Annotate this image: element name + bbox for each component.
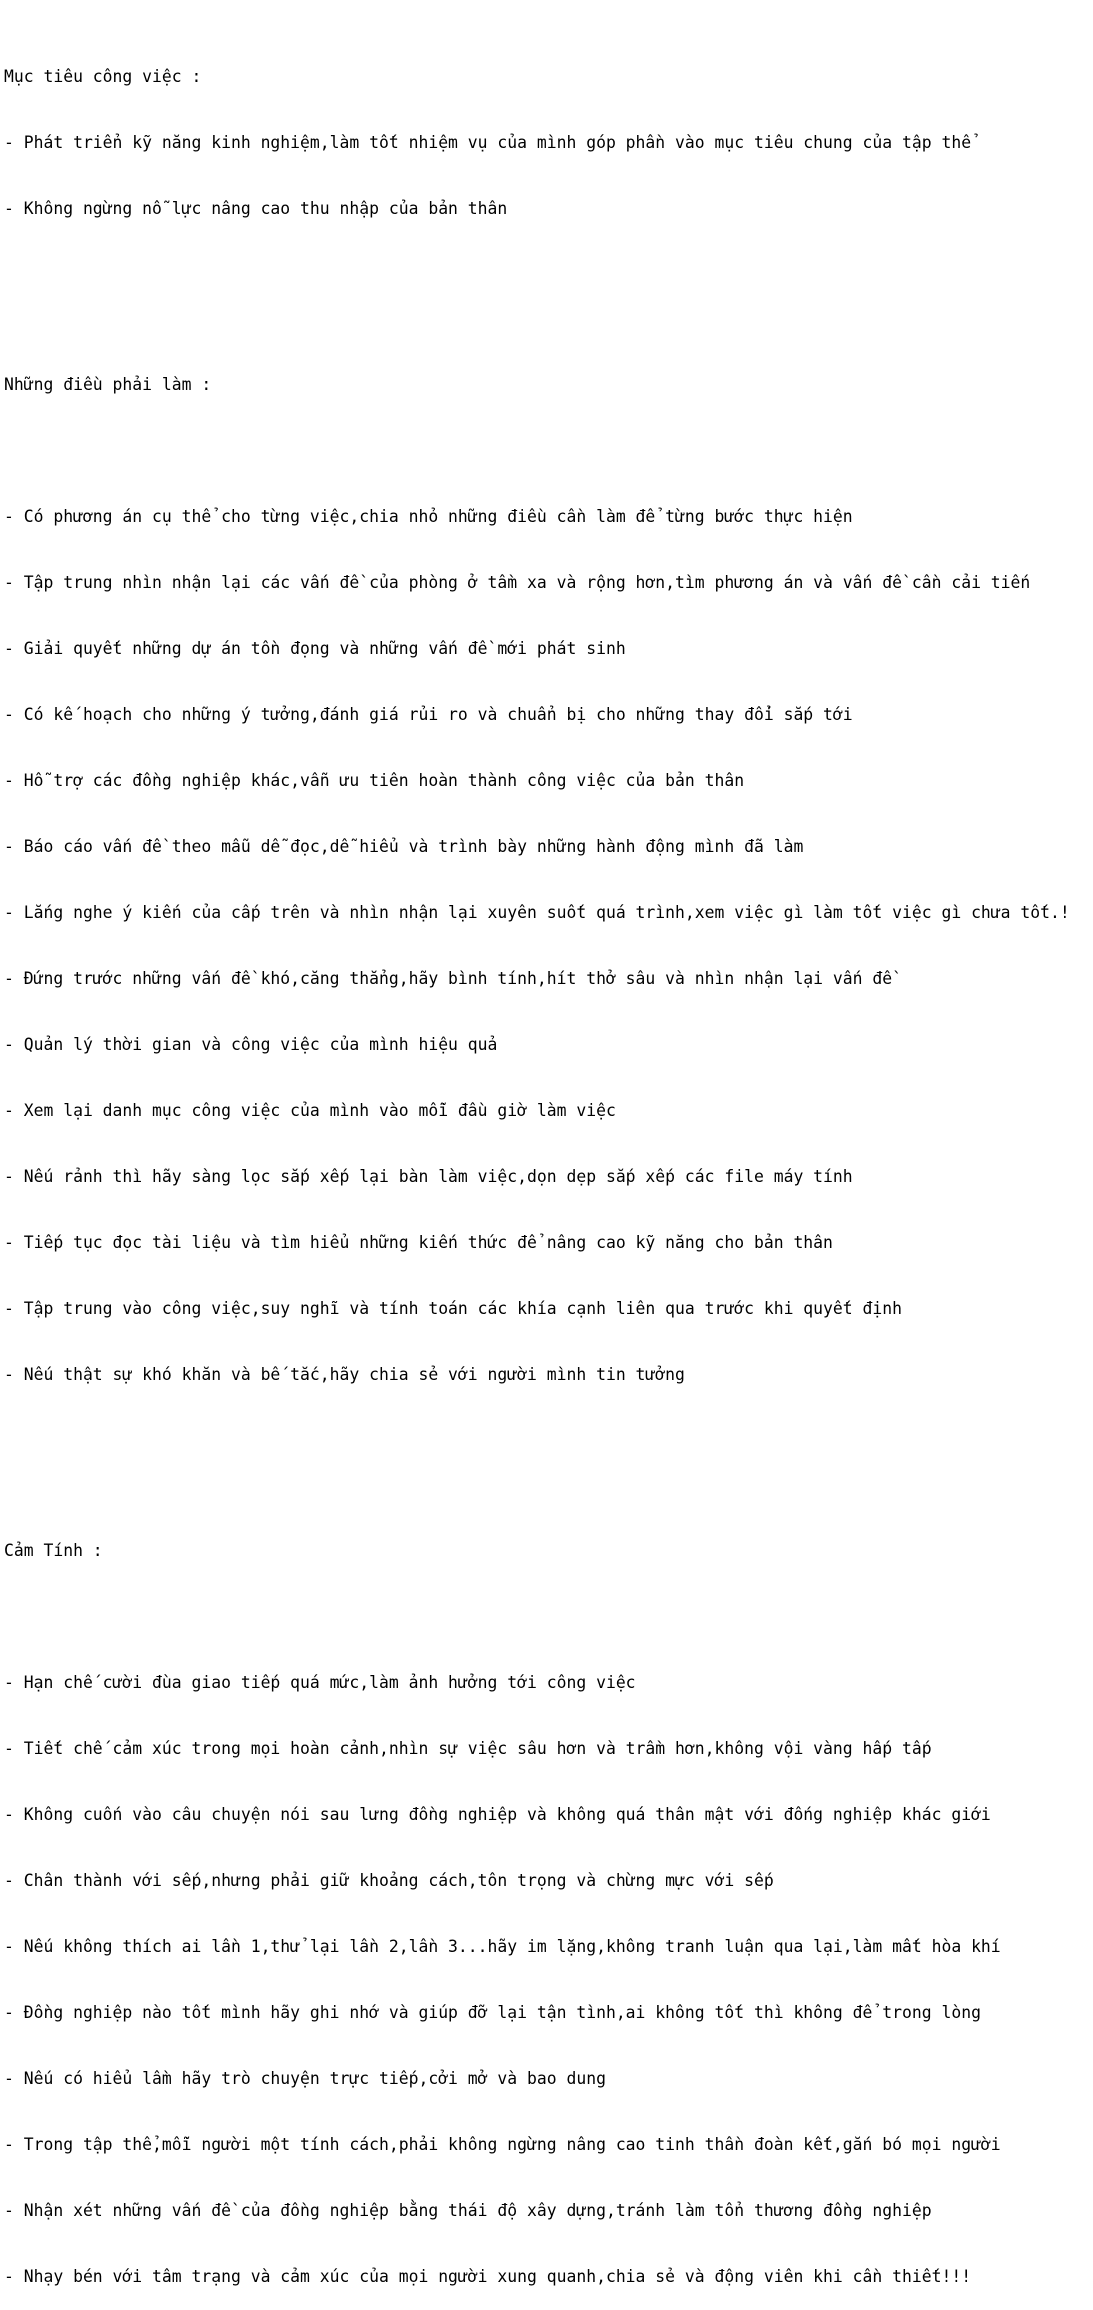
section-heading-temperament: Cảm Tính :	[4, 1541, 103, 1560]
blank-line	[4, 264, 1092, 286]
blank-line	[4, 1430, 1092, 1452]
list-item: - Trong tập thể,mỗi người một tính cách,phải không ngừng nâng cao tinh thần đoàn kết,gắn bó mọi người	[4, 2135, 1001, 2154]
list-item: - Phát triển kỹ năng kinh nghiệm,làm tốt nhiệm vụ của mình góp phần vào mục tiêu chung của tập thể	[4, 133, 972, 152]
list-item: - Nếu rảnh thì hãy sàng lọc sắp xếp lại bàn làm việc,dọn dẹp sắp xếp các file máy tính	[4, 1167, 853, 1186]
list-item: - Có phương án cụ thể cho từng việc,chia nhỏ những điều cần làm để từng bước thực hiện	[4, 507, 853, 526]
list-item: - Tiếp tục đọc tài liệu và tìm hiểu những kiến thức để nâng cao kỹ năng cho bản thân	[4, 1233, 833, 1252]
list-item: - Không cuốn vào câu chuyện nói sau lưng đồng nghiệp và không quá thân mật với đống nghiệp khác giới	[4, 1805, 991, 1824]
list-item: - Quản lý thời gian và công việc của mình hiệu quả	[4, 1035, 498, 1054]
blank-line	[4, 440, 1092, 462]
list-item: - Lắng nghe ý kiến của cấp trên và nhìn nhận lại xuyên suốt quá trình,xem việc gì làm tốt việc gì chưa tốt.!	[4, 903, 1070, 922]
list-item: - Hỗ trợ các đồng nghiệp khác,vẫn ưu tiên hoàn thành công việc của bản thân	[4, 771, 745, 790]
list-item: - Xem lại danh mục công việc của mình vào mỗi đầu giờ làm việc	[4, 1101, 616, 1120]
section-heading-goals: Mục tiêu công việc :	[4, 67, 202, 86]
list-item: - Báo cáo vấn đề theo mẫu dễ đọc,dễ hiểu và trình bày những hành động mình đã làm	[4, 837, 804, 856]
list-item: - Nếu không thích ai lần 1,thử lại lần 2,lần 3...hãy im lặng,không tranh luận qua lại,làm mất hòa khí	[4, 1937, 1001, 1956]
list-item: - Đồng nghiệp nào tốt mình hãy ghi nhớ và giúp đỡ lại tận tình,ai không tốt thì không để trong lòng	[4, 2003, 981, 2022]
list-item: - Nếu có hiểu lầm hãy trò chuyện trực tiếp,cởi mở và bao dung	[4, 2069, 606, 2088]
text-document	[4, 0, 1092, 2310]
list-item: - Tập trung nhìn nhận lại các vấn đề của phòng ở tầm xa và rộng hơn,tìm phương án và vấn đề cần cải tiến	[4, 573, 1031, 592]
list-item: - Nhận xét những vấn đề của đồng nghiệp bằng thái độ xây dựng,tránh làm tổn thương đồng nghiệp	[4, 2201, 932, 2220]
list-item: - Chân thành với sếp,nhưng phải giữ khoảng cách,tôn trọng và chừng mực với sếp	[4, 1871, 774, 1890]
list-item: - Không ngừng nỗ lực nâng cao thu nhập của bản thân	[4, 199, 508, 218]
section-heading-todo: Những điều phải làm :	[4, 375, 212, 394]
list-item: - Có kế hoạch cho những ý tưởng,đánh giá rủi ro và chuẩn bị cho những thay đổi sắp tới	[4, 705, 853, 724]
list-item: - Đứng trước những vấn đề khó,căng thẳng,hãy bình tính,hít thở sâu và nhìn nhận lại vấn đề	[4, 969, 893, 988]
list-item: - Tiết chế cảm xúc trong mọi hoàn cảnh,nhìn sự việc sâu hơn và trầm hơn,không vội vàng hấp tấp	[4, 1739, 932, 1758]
list-item: - Nếu thật sự khó khăn và bế tắc,hãy chia sẻ với người mình tin tưởng	[4, 1365, 685, 1384]
list-item: - Hạn chế cười đùa giao tiếp quá mức,làm ảnh hưởng tới công việc	[4, 1673, 636, 1692]
list-item: - Tập trung vào công việc,suy nghĩ và tính toán các khía cạnh liên qua trước khi quyết định	[4, 1299, 902, 1318]
list-item: - Nhạy bén với tâm trạng và cảm xúc của mọi người xung quanh,chia sẻ và động viên khi cần thiết!!!	[4, 2267, 972, 2286]
blank-line	[4, 1606, 1092, 1628]
list-item: - Giải quyết những dự án tồn đọng và những vấn đề mới phát sinh	[4, 639, 626, 658]
